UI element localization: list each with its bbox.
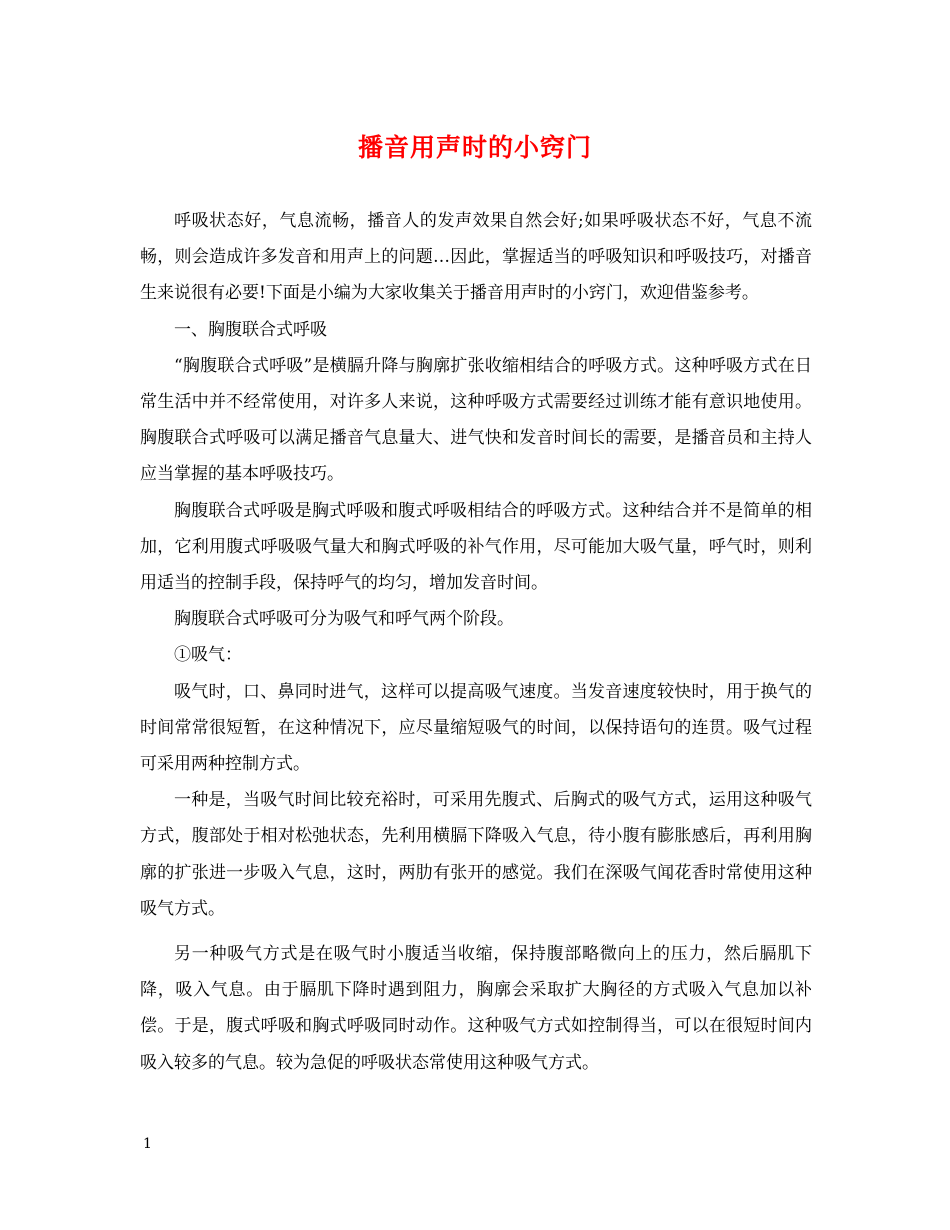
paragraph-intro: 呼吸状态好，气息流畅，播音人的发声效果自然会好;如果呼吸状态不好，气息不流畅，则会造成许多发音和用声上的问题…因此，掌握适当的呼吸知识和呼吸技巧，对播音生来说很有必要!下面是小编为大家收集关于播音用声时的小窍门，欢迎借鉴参考。 <box>140 211 812 304</box>
paragraph-combination: 胸腹联合式呼吸是胸式呼吸和腹式呼吸相结合的呼吸方式。这种结合并不是简单的相加，它利用腹式呼吸吸气量大和胸式呼吸的补气作用，尽可能加大吸气量，呼气时，则利用适当的控制手段，保持呼气的均匀，增加发音时间。 <box>140 500 812 594</box>
document-title: 播音用声时的小窍门 <box>357 133 592 162</box>
paragraph-method-two: 另一种吸气方式是在吸气时小腹适当收缩，保持腹部略微向上的压力，然后膈肌下降，吸入气息。由于膈肌下降时遇到阻力，胸廓会采取扩大胸径的方式吸入气息加以补偿。于是，腹式呼吸和胸式呼吸同时动作。这种吸气方式如控制得当，可以在很短时间内吸入较多的气息。较为急促的呼吸状态常使用这种吸气方式。 <box>140 944 812 1073</box>
paragraph-inhale: 吸气时，口、鼻同时进气，这样可以提高吸气速度。当发音速度较快时，用于换气的时间常常很短暂，在这种情况下，应尽量缩短吸气的时间，以保持语句的连贯。吸气过程可采用两种控制方式。 <box>140 681 812 775</box>
document-body <box>140 203 812 1081</box>
paragraph-method-one: 一种是，当吸气时间比较充裕时，可采用先腹式、后胸式的吸气方式，运用这种吸气方式，腹部处于相对松弛状态，先利用横膈下降吸入气息，待小腹有膨胀感后，再利用胸廓的扩张进一步吸入气息，这时，两肋有张开的感觉。我们在深吸气闻花香时常使用这种吸气方式。 <box>140 790 812 919</box>
paragraph-stages: 胸腹联合式呼吸可分为吸气和呼气两个阶段。 <box>174 609 514 630</box>
subheading-inhale: ①吸气： <box>174 645 242 666</box>
section-heading-1: 一、胸腹联合式呼吸 <box>174 319 327 340</box>
paragraph-definition: “胸腹联合式呼吸”是横膈升降与胸廓扩张收缩相结合的呼吸方式。这种呼吸方式在日常生活中并不经常使用，对许多人来说，这种呼吸方式需要经过训练才能有意识地使用。胸腹联合式呼吸可以满足播音气息量大、进气快和发音时间长的需要，是播音员和主持人应当掌握的基本呼吸技巧。 <box>140 355 812 485</box>
page-number: 1 <box>143 1136 152 1152</box>
